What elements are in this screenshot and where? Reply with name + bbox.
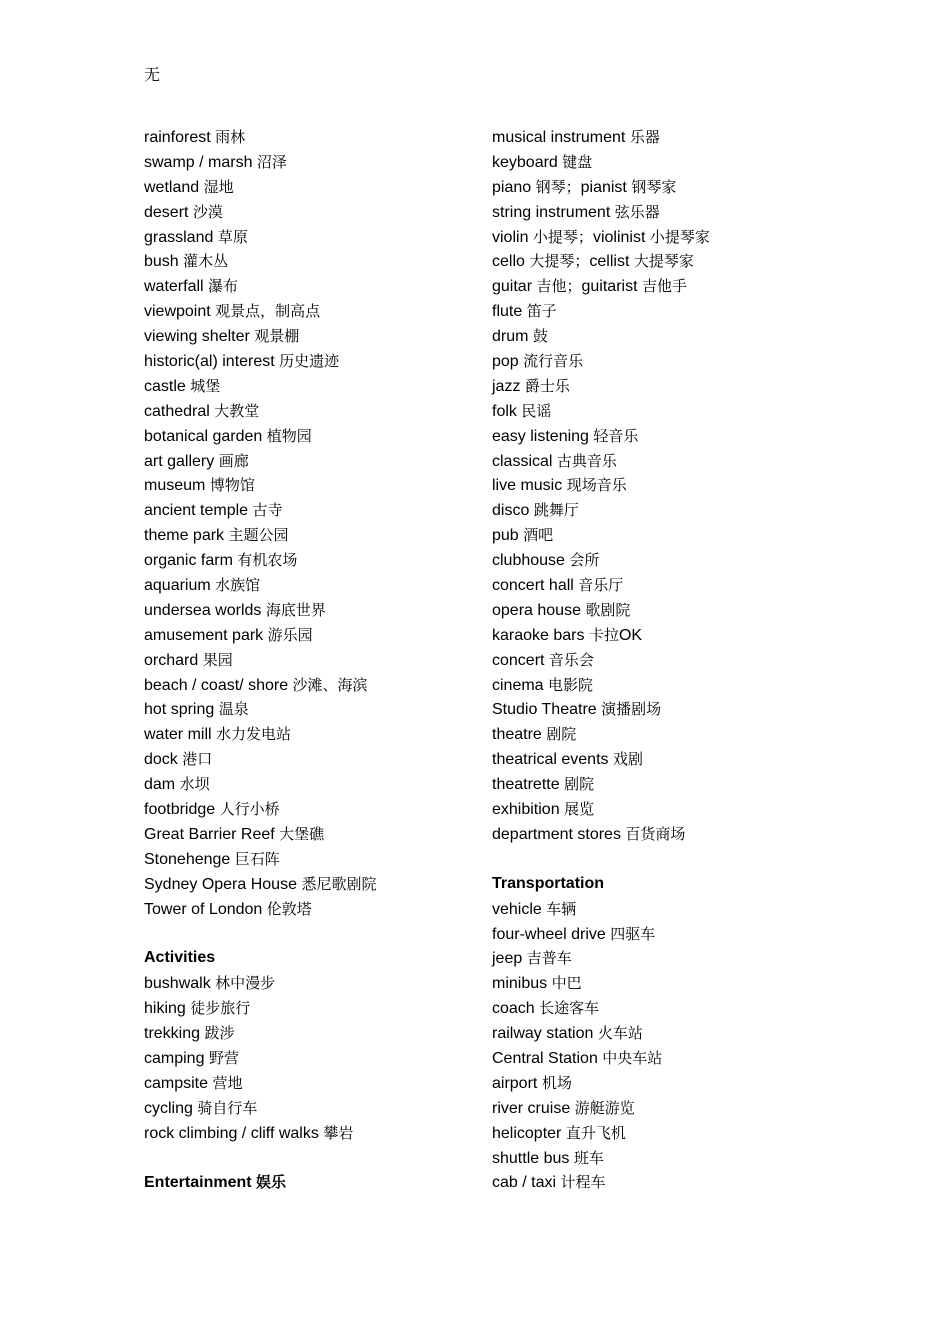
term-english: vehicle [492, 900, 542, 918]
term-chinese: 键盘 [562, 152, 593, 171]
vocab-entry [492, 125, 832, 150]
term-chinese: 草原 [217, 227, 248, 246]
term-chinese: 海底世界 [265, 600, 326, 619]
term-english: concert [492, 651, 545, 669]
vocab-entry [144, 274, 484, 299]
term-english: string instrument [492, 203, 611, 221]
term-chinese: 画廊 [218, 451, 249, 470]
term-english: rainforest [144, 129, 211, 146]
vocab-entry [144, 449, 484, 474]
term-chinese-2: 钢琴家 [631, 177, 677, 196]
vocab-entry [492, 1170, 832, 1195]
term-chinese: 直升飞机 [565, 1123, 626, 1142]
vocab-entry [492, 200, 832, 225]
term-chinese-2: 小提琴家 [649, 227, 710, 246]
term-chinese: 吉他； [536, 277, 582, 296]
vocab-entry [144, 971, 484, 996]
term-english: classical [492, 452, 553, 470]
vocab-entry [492, 150, 832, 175]
term-chinese: 营地 [212, 1073, 243, 1092]
term-chinese: 钢琴； [535, 177, 581, 196]
term-english: coach [492, 1000, 535, 1018]
term-english: orchard [144, 651, 199, 669]
term-english: organic farm [144, 552, 233, 570]
term-chinese: 大提琴； [529, 252, 590, 271]
vocab-entry [144, 623, 484, 648]
term-english: pub [492, 527, 519, 545]
term-english-2: cellist [589, 253, 630, 271]
term-chinese: 剧院 [546, 725, 577, 744]
term-chinese: 机场 [541, 1073, 572, 1092]
term-chinese: 乐器 [629, 128, 660, 146]
vocab-entry [492, 523, 832, 548]
term-chinese: 沙漠 [192, 202, 223, 221]
term-chinese: 音乐厅 [578, 576, 624, 595]
term-chinese: 植物园 [266, 426, 312, 445]
term-english: pop [492, 353, 519, 371]
term-chinese: 流行音乐 [523, 352, 584, 371]
term-english: helicopter [492, 1124, 562, 1142]
term-chinese: 观景棚 [254, 327, 300, 346]
vocab-entry [492, 922, 832, 947]
vocab-entry [144, 1121, 484, 1146]
term-english: folk [492, 402, 517, 420]
term-english: piano [492, 178, 532, 196]
term-english-2: violinist [592, 228, 646, 246]
vocab-entry [144, 225, 484, 250]
term-english: theme park [144, 527, 225, 545]
vocab-entry [144, 200, 484, 225]
term-chinese: 吉普车 [526, 949, 572, 968]
term-english: opera house [492, 601, 581, 619]
term-chinese: 跋涉 [204, 1024, 235, 1043]
vocab-entry [144, 722, 484, 747]
term-chinese: 中巴 [551, 974, 582, 993]
vocab-entry [492, 1121, 832, 1146]
term-chinese: 轻音乐 [593, 426, 639, 445]
term-chinese: 计程车 [560, 1173, 606, 1192]
term-english: amusement park [144, 626, 264, 644]
term-chinese: 长途客车 [539, 999, 600, 1018]
term-english: rock climbing / cliff walks [144, 1124, 319, 1142]
vocab-entry [144, 673, 484, 698]
term-english: viewpoint [144, 303, 211, 321]
term-chinese: 大堡礁 [279, 824, 325, 843]
vocab-entry [492, 697, 832, 722]
term-english: karaoke bars [492, 626, 585, 644]
term-english: theatre [492, 726, 542, 744]
term-english: trekking [144, 1025, 201, 1043]
term-english: Stonehenge [144, 850, 231, 868]
term-english: guitar [492, 278, 533, 296]
term-chinese: 水坝 [179, 775, 210, 794]
term-english: bushwalk [144, 975, 211, 993]
vocab-entry [492, 374, 832, 399]
vocab-entry [144, 648, 484, 673]
term-english: Studio Theatre [492, 701, 597, 719]
term-english: Central Station [492, 1049, 598, 1067]
term-chinese: 卡拉 [588, 625, 619, 644]
term-chinese: 水力发电站 [216, 725, 292, 744]
term-chinese: 演播剧场 [601, 700, 662, 719]
term-chinese: 攀岩 [323, 1123, 354, 1142]
vocab-entry [492, 598, 832, 623]
term-english: beach / coast/ shore [144, 676, 289, 694]
vocab-entry [144, 523, 484, 548]
vocab-entry [144, 498, 484, 523]
vocab-entry [144, 697, 484, 722]
term-english: historic(al) interest [144, 353, 275, 371]
term-english: airport [492, 1074, 538, 1092]
term-english: shuttle bus [492, 1149, 570, 1167]
term-chinese: 果园 [202, 650, 233, 669]
term-english: dock [144, 751, 178, 769]
term-chinese: 伦敦塔 [266, 899, 312, 918]
term-chinese: 人行小桥 [219, 800, 280, 819]
term-english: castle [144, 377, 186, 395]
term-chinese: 雨林 [215, 128, 246, 146]
term-english: cab / taxi [492, 1174, 557, 1192]
vocab-entry [144, 1021, 484, 1046]
term-english: cello [492, 253, 525, 271]
section-heading [144, 1170, 484, 1195]
vocab-entry [144, 175, 484, 200]
term-chinese: 巨石阵 [234, 849, 280, 868]
vocab-entry [144, 598, 484, 623]
term-english: undersea worlds [144, 601, 262, 619]
term-chinese: 博物馆 [209, 476, 255, 495]
term-english: botanical garden [144, 427, 263, 445]
vocab-entry [144, 349, 484, 374]
term-english: dam [144, 776, 176, 794]
term-english: aquarium [144, 577, 211, 595]
term-chinese: 爵士乐 [524, 376, 570, 395]
term-chinese: 瀑布 [208, 277, 239, 296]
term-english: Great Barrier Reef [144, 825, 275, 843]
term-chinese: 主题公园 [228, 526, 289, 545]
term-chinese: 笛子 [526, 302, 557, 321]
term-chinese: 水族馆 [215, 576, 261, 595]
term-english: flute [492, 303, 523, 321]
vocab-entry [144, 897, 484, 922]
vocab-entry [492, 548, 832, 573]
term-english-2: pianist [580, 178, 627, 196]
term-chinese: 剧院 [564, 775, 595, 794]
term-chinese: 会所 [569, 551, 600, 570]
term-chinese: 火车站 [597, 1024, 643, 1043]
term-chinese-2: 大提琴家 [633, 252, 694, 271]
vocab-entry [492, 175, 832, 200]
term-english: four-wheel drive [492, 925, 606, 943]
term-english: ancient temple [144, 502, 249, 520]
vocab-entry [492, 399, 832, 424]
term-chinese: 四驱车 [610, 924, 656, 943]
term-chinese: 灌木丛 [183, 252, 229, 271]
term-english: Entertainment [144, 1174, 252, 1192]
vocab-entry [144, 747, 484, 772]
term-english: theatrette [492, 776, 560, 794]
term-chinese: 观景点，制高点 [215, 302, 321, 321]
vocab-entry [492, 473, 832, 498]
term-english: clubhouse [492, 552, 565, 570]
term-chinese: 游艇游览 [574, 1098, 635, 1117]
vocab-entry [492, 573, 832, 598]
term-english: bush [144, 253, 179, 271]
term-chinese: 沙滩、海滨 [292, 675, 368, 694]
term-chinese: 骑自行车 [197, 1098, 258, 1117]
vocab-entry [492, 822, 832, 847]
vocab-entry [492, 449, 832, 474]
vocab-entry [144, 772, 484, 797]
term-english: viewing shelter [144, 328, 250, 346]
term-chinese: 历史遗迹 [279, 352, 340, 371]
term-english: jazz [492, 377, 521, 395]
term-english: river cruise [492, 1099, 571, 1117]
vocab-entry [492, 1046, 832, 1071]
section-heading [492, 872, 832, 897]
vocab-entry [492, 249, 832, 274]
vocab-entry [144, 424, 484, 449]
term-english: keyboard [492, 153, 558, 171]
term-chinese: 古寺 [252, 501, 283, 520]
term-english: live music [492, 477, 563, 495]
vocab-entry [144, 399, 484, 424]
vocab-entry [492, 747, 832, 772]
term-english: cinema [492, 676, 544, 694]
term-chinese: 电影院 [548, 675, 594, 694]
vocab-entry [492, 946, 832, 971]
term-chinese: 湿地 [203, 177, 234, 196]
term-chinese: 歌剧院 [585, 600, 631, 619]
vocab-entry [492, 673, 832, 698]
term-english-2: guitarist [581, 278, 638, 296]
term-english: cycling [144, 1099, 193, 1117]
term-english: exhibition [492, 801, 560, 819]
term-english: water mill [144, 726, 212, 744]
term-chinese: 古典音乐 [556, 451, 617, 470]
term-english: wetland [144, 178, 200, 196]
vocab-entry [144, 573, 484, 598]
term-chinese: 弦乐器 [614, 202, 660, 221]
page-header: 无 [144, 67, 161, 84]
term-english: drum [492, 328, 529, 346]
term-chinese: 有机农场 [237, 551, 298, 570]
term-chinese: 大教堂 [214, 401, 260, 420]
vocab-entry [144, 150, 484, 175]
term-english: disco [492, 502, 530, 520]
vocab-entry [492, 349, 832, 374]
term-english: hiking [144, 1000, 186, 1018]
term-english-2: OK [618, 626, 643, 644]
term-chinese: 民谣 [521, 401, 552, 420]
term-chinese: 徒步旅行 [190, 999, 251, 1018]
vocab-entry [144, 249, 484, 274]
term-chinese: 音乐会 [548, 650, 594, 669]
vocab-entry [492, 897, 832, 922]
blank-line [492, 847, 832, 872]
vocab-entry [144, 1071, 484, 1096]
term-chinese: 野营 [208, 1048, 239, 1067]
vocab-entry [144, 1046, 484, 1071]
term-chinese: 鼓 [532, 327, 548, 346]
section-heading [144, 946, 484, 971]
term-english: waterfall [144, 278, 204, 296]
vocab-entry [492, 648, 832, 673]
term-english: Transportation [492, 874, 605, 892]
vocab-entry [144, 1096, 484, 1121]
vocab-entry [144, 872, 484, 897]
term-english: grassland [144, 228, 214, 246]
vocab-entry [492, 1096, 832, 1121]
term-english: museum [144, 477, 206, 495]
vocab-entry [492, 1146, 832, 1171]
term-chinese: 中央车站 [602, 1048, 663, 1067]
right-column [492, 125, 832, 1195]
term-english: easy listening [492, 427, 589, 445]
term-english: minibus [492, 975, 548, 993]
blank-line [144, 922, 484, 947]
vocab-entry [144, 125, 484, 150]
term-chinese: 游乐园 [267, 625, 313, 644]
term-english: department stores [492, 825, 621, 843]
term-chinese: 悉尼歌剧院 [301, 874, 377, 893]
vocab-entry [492, 225, 832, 250]
vocab-entry [492, 623, 832, 648]
term-chinese: 百货商场 [625, 824, 686, 843]
term-english: Activities [144, 949, 216, 967]
vocab-entry [492, 274, 832, 299]
term-english: concert hall [492, 577, 574, 595]
term-english: desert [144, 203, 189, 221]
term-english: Sydney Opera House [144, 875, 297, 893]
term-chinese: 跳舞厅 [533, 501, 579, 520]
term-chinese: 林中漫步 [215, 974, 276, 993]
vocab-entry [144, 822, 484, 847]
term-english: footbridge [144, 801, 216, 819]
term-chinese: 温泉 [218, 700, 249, 719]
vocab-entry [492, 772, 832, 797]
vocab-entry [144, 374, 484, 399]
vocab-entry [492, 498, 832, 523]
vocab-entry [492, 996, 832, 1021]
term-english: hot spring [144, 701, 215, 719]
left-column [144, 125, 484, 1195]
term-chinese: 酒吧 [523, 526, 554, 545]
blank-line [144, 1146, 484, 1171]
term-chinese: 车辆 [546, 899, 577, 918]
term-english: camping [144, 1049, 205, 1067]
vocab-entry [144, 299, 484, 324]
term-english: jeep [492, 950, 523, 968]
term-english: railway station [492, 1025, 594, 1043]
vocab-entry [492, 722, 832, 747]
vocab-entry [144, 996, 484, 1021]
term-chinese: 港口 [182, 750, 213, 769]
vocab-entry [144, 324, 484, 349]
term-english: violin [492, 228, 529, 246]
term-english: cathedral [144, 402, 210, 420]
term-english: campsite [144, 1074, 209, 1092]
term-chinese: 展览 [564, 800, 595, 819]
vocab-entry [492, 299, 832, 324]
term-english: swamp / marsh [144, 153, 253, 171]
term-chinese-2: 吉他手 [641, 277, 687, 296]
vocab-entry [492, 1071, 832, 1096]
term-chinese: 娱乐 [256, 1173, 287, 1192]
vocab-entry [144, 797, 484, 822]
term-chinese: 小提琴； [532, 227, 593, 246]
vocab-entry [492, 424, 832, 449]
vocab-entry [144, 473, 484, 498]
term-english: art gallery [144, 452, 215, 470]
term-chinese: 班车 [573, 1148, 604, 1167]
term-english: Tower of London [144, 900, 263, 918]
term-english: musical instrument [492, 129, 626, 146]
term-chinese: 戏剧 [612, 750, 643, 769]
term-chinese: 城堡 [190, 376, 221, 395]
vocab-entry [492, 1021, 832, 1046]
vocab-entry [492, 324, 832, 349]
term-english: theatrical events [492, 751, 609, 769]
vocab-entry [492, 971, 832, 996]
vocab-entry [144, 548, 484, 573]
term-chinese: 现场音乐 [566, 476, 627, 495]
term-chinese: 沼泽 [256, 152, 287, 171]
vocab-entry [492, 797, 832, 822]
vocab-entry [144, 847, 484, 872]
